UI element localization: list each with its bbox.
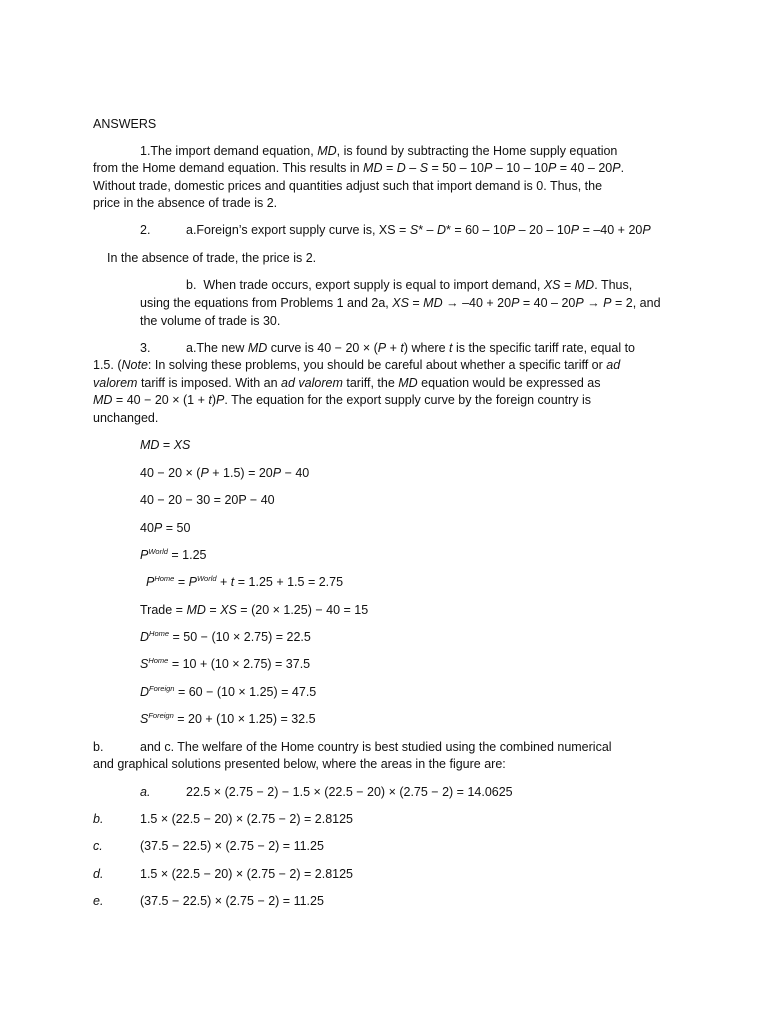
area-c-value: (37.5 − 22.5) × (2.75 − 2) = 11.25 — [140, 839, 324, 853]
equation-3: 40 − 20 − 30 = 20P − 40 — [140, 493, 275, 507]
equation-1: MD = XS — [140, 438, 191, 452]
equation-5: $P^{World} = 1.25$ — [140, 547, 207, 562]
q2b-line-2: using the equations from Problems 1 and 2a, XS = MD → –40 + 20P = 40 – 20P → P = 2, and — [140, 296, 661, 310]
area-d-label: d. — [93, 867, 104, 881]
area-b-value: 1.5 × (22.5 − 20) × (2.75 − 2) = 2.8125 — [140, 812, 354, 826]
q3a-line-3: valorem tariff is imposed. With an ad valorem tariff, the MD equation would be expressed as — [93, 376, 601, 390]
area-e-value: (37.5 − 22.5) × (2.75 − 2) = 11.25 — [140, 894, 324, 908]
welfare-label: b. — [93, 740, 104, 754]
area-b-label: b. — [93, 812, 104, 826]
q3a-line-4: MD = 40 − 20 × (1 + t)P. The equation for the export supply curve by the foreign country is — [93, 393, 592, 407]
q1-line-1: 1.The import demand equation, MD, is found by subtracting the Home supply equation — [140, 144, 618, 158]
q1-line-2: from the Home demand equation. This results in MD = D – S = 50 – 10P – 10 – 10P = 40 – 20P. — [93, 161, 625, 175]
area-e-label: e. — [93, 894, 104, 908]
q2b-line-1: b. When trade occurs, export supply is equal to import demand, XS = MD. Thus, — [186, 278, 633, 292]
q1-line-4: price in the absence of trade is 2. — [93, 196, 278, 210]
area-c-label: c. — [93, 839, 103, 853]
q3a-line-2: 1.5. (Note: In solving these problems, you should be careful about whether a specific tariff or ad — [93, 358, 621, 372]
equation-8: $D^{Home} = 50 - (10 \times 2.75) = 22.5$ — [140, 629, 311, 644]
equation-4: 40P = 50 — [140, 521, 191, 535]
equation-10: $D^{Foreign} = 60 - (10 \times 1.25) = 47.5$ — [140, 684, 317, 699]
equation-9: $S^{Home} = 10 + (10 \times 2.75) = 37.5$ — [140, 656, 311, 671]
q2b-line-3: the volume of trade is 30. — [140, 314, 281, 328]
answers-heading: ANSWERS — [93, 117, 157, 131]
q3-number: 3. — [140, 341, 151, 355]
area-d-value: 1.5 × (22.5 − 20) × (2.75 − 2) = 2.8125 — [140, 867, 354, 881]
area-a-label: a. — [140, 785, 151, 799]
welfare-line-2: and graphical solutions presented below, where the areas in the figure are: — [93, 757, 506, 771]
q2-note: In the absence of trade, the price is 2. — [107, 251, 317, 265]
equation-6: $P^{Home} = P^{World} + t = 1.25 + 1.5 = 2.75$ — [146, 574, 344, 589]
equation-7: Trade = MD = XS = (20 × 1.25) − 40 = 15 — [140, 603, 369, 617]
q2a-line: a.Foreign’s export supply curve is, XS = S* – D* = 60 – 10P – 20 – 10P = –40 + 20P — [186, 223, 651, 237]
q2-number: 2. — [140, 223, 151, 237]
area-a-value: 22.5 × (2.75 − 2) − 1.5 × (22.5 − 20) × (2.75 − 2) = 14.0625 — [186, 785, 513, 799]
equation-2: 40 − 20 × (P + 1.5) = 20P − 40 — [140, 466, 310, 480]
equation-11: $S^{Foreign} = 20 + (10 \times 1.25) = 32.5$ — [140, 711, 316, 726]
welfare-line-1: and c. The welfare of the Home country is best studied using the combined numerical — [140, 740, 612, 754]
q3a-line-5: unchanged. — [93, 411, 159, 425]
q3a-line-1: a.The new MD curve is 40 − 20 × (P + t) where t is the specific tariff rate, equal to — [186, 341, 636, 355]
q1-line-3: Without trade, domestic prices and quantities adjust such that import demand is 0. Thus, the — [93, 179, 603, 193]
